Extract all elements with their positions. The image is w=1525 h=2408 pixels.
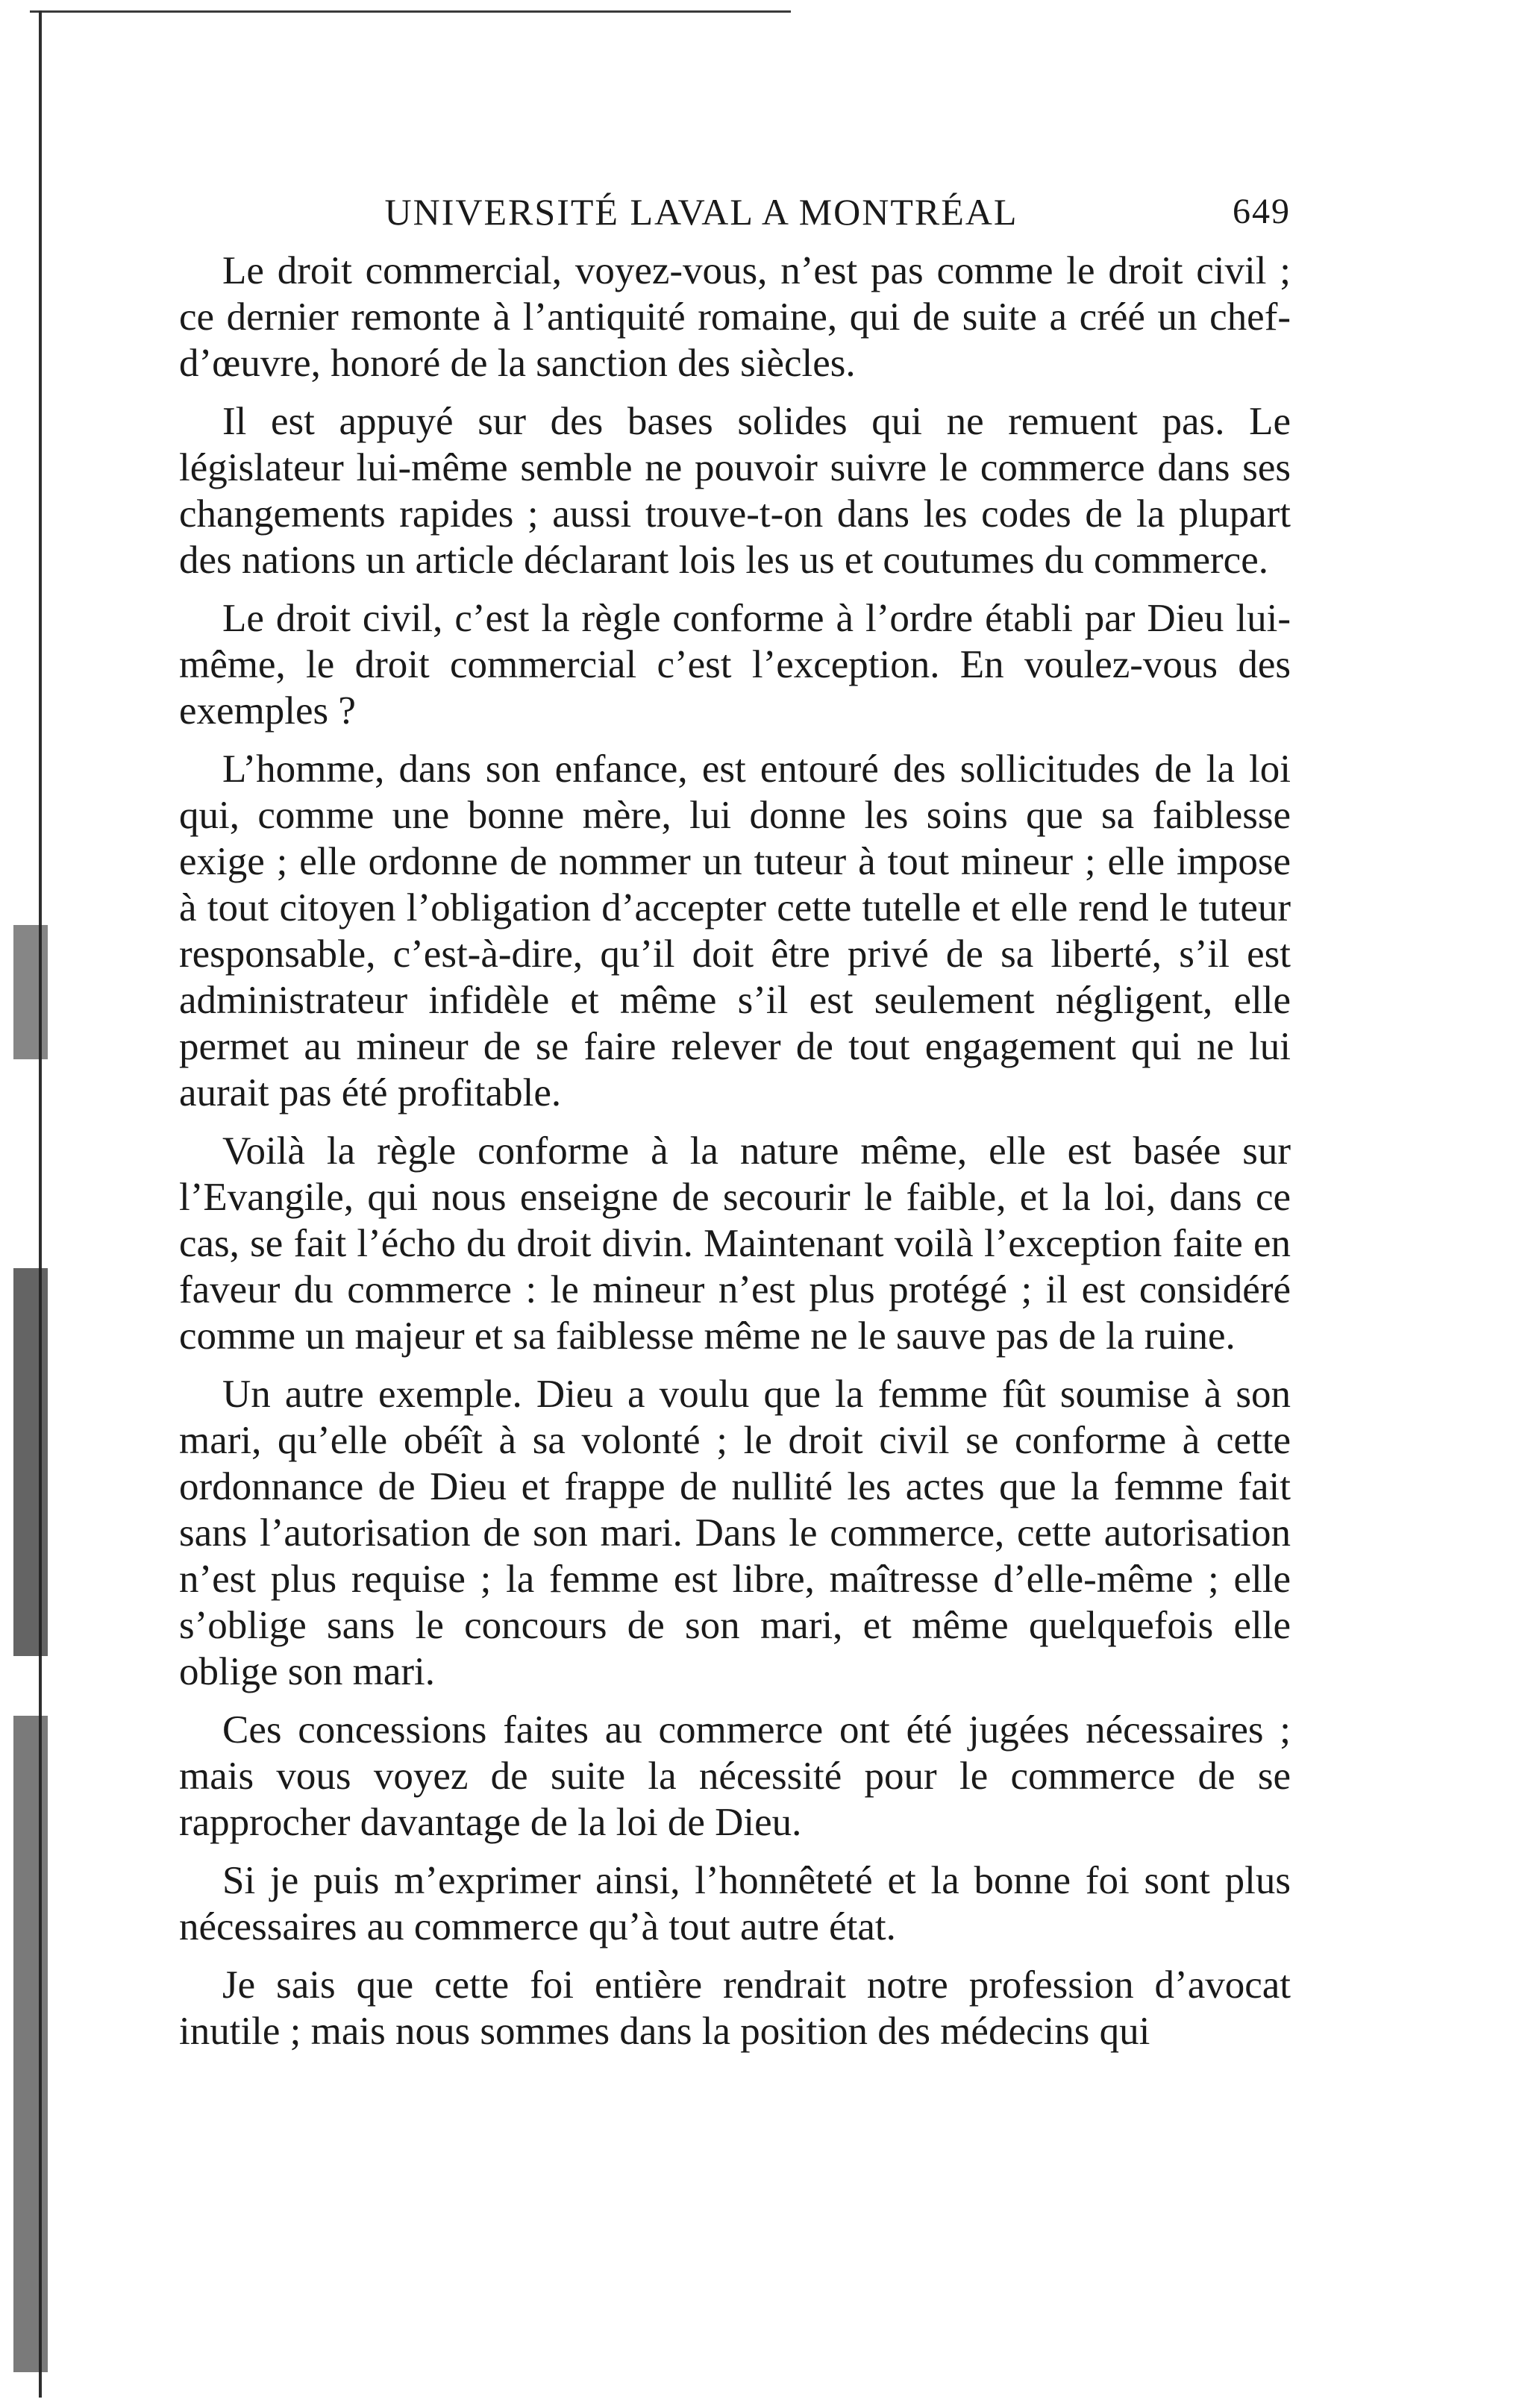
paragraph: Un autre exemple. Dieu a voulu que la femme fût soumise à son mari, qu’elle obéît à sa volonté ; le droit civil se conforme à cette ordonnance de Dieu et frappe de nullité les actes que la femme fait sans l’autorisation de son mari. Dans le commerce, cette autorisation n’est plus requise ; la femme est libre, maîtresse d’elle-même ; elle s’oblige sans le concours de son mari, et même quelquefois elle oblige son mari. — [179, 1373, 1291, 1693]
scan-binding-noise — [13, 1716, 48, 2372]
scan-binding-noise — [13, 925, 48, 1059]
paragraph: Ces concessions faites au commerce ont été jugées nécessaires ; mais vous voyez de suite la nécessité pour le commerce de se rapprocher davantage de la loi de Dieu. — [179, 1708, 1291, 1844]
running-head — [179, 176, 1291, 248]
page-number: 649 — [1233, 192, 1291, 231]
scan-top-edge — [30, 10, 791, 13]
book-page — [179, 176, 1291, 2066]
paragraph: Le droit commercial, voyez-vous, n’est pas comme le droit civil ; ce dernier remonte à l’antiquité romaine, qui de suite a créé un chef-d’œuvre, honoré de la sanction des siècles. — [179, 249, 1291, 385]
paragraph: L’homme, dans son enfance, est entouré des sollicitudes de la loi qui, comme une bonne mère, lui donne les soins que sa faiblesse exige ; elle ordonne de nommer un tuteur à tout mineur ; elle impose à tout citoyen l’obligation d’accepter cette tutelle et elle rend le tuteur responsable, c’est-à-dire, qu’il doit être privé de sa liberté, s’il est administrateur infidèle et même s’il est seulement négligent, elle permet au mineur de se faire relever de tout engagement qui ne lui aurait pas été profitable. — [179, 747, 1291, 1114]
running-title: UNIVERSITÉ LAVAL A MONTRÉAL — [384, 191, 1018, 233]
paragraph: Je sais que cette foi entière rendrait notre profession d’avocat inutile ; mais nous sommes dans la position des médecins qui — [179, 1963, 1291, 2053]
body-text — [179, 248, 1291, 2054]
paragraph: Le droit civil, c’est la règle conforme à l’ordre établi par Dieu lui-même, le droit commercial c’est l’exception. En voulez-vous des exemples ? — [179, 597, 1291, 733]
scan-binding-noise — [13, 1268, 48, 1656]
paragraph: Voilà la règle conforme à la nature même, elle est basée sur l’Evangile, qui nous enseigne de secourir le faible, et la loi, dans ce cas, se fait l’écho du droit divin. Maintenant voilà l’exception faite en faveur du commerce : le mineur n’est plus protégé ; il est considéré comme un majeur et sa faiblesse même ne le sauve pas de la ruine. — [179, 1129, 1291, 1358]
paragraph: Il est appuyé sur des bases solides qui ne remuent pas. Le législateur lui-même semble ne pouvoir suivre le commerce dans ses changements rapides ; aussi trouve-t-on dans les codes de la plupart des nations un article déclarant lois les us et coutumes du commerce. — [179, 400, 1291, 582]
paragraph: Si je puis m’exprimer ainsi, l’honnêteté et la bonne foi sont plus nécessaires au commerce qu’à tout autre état. — [179, 1859, 1291, 1948]
